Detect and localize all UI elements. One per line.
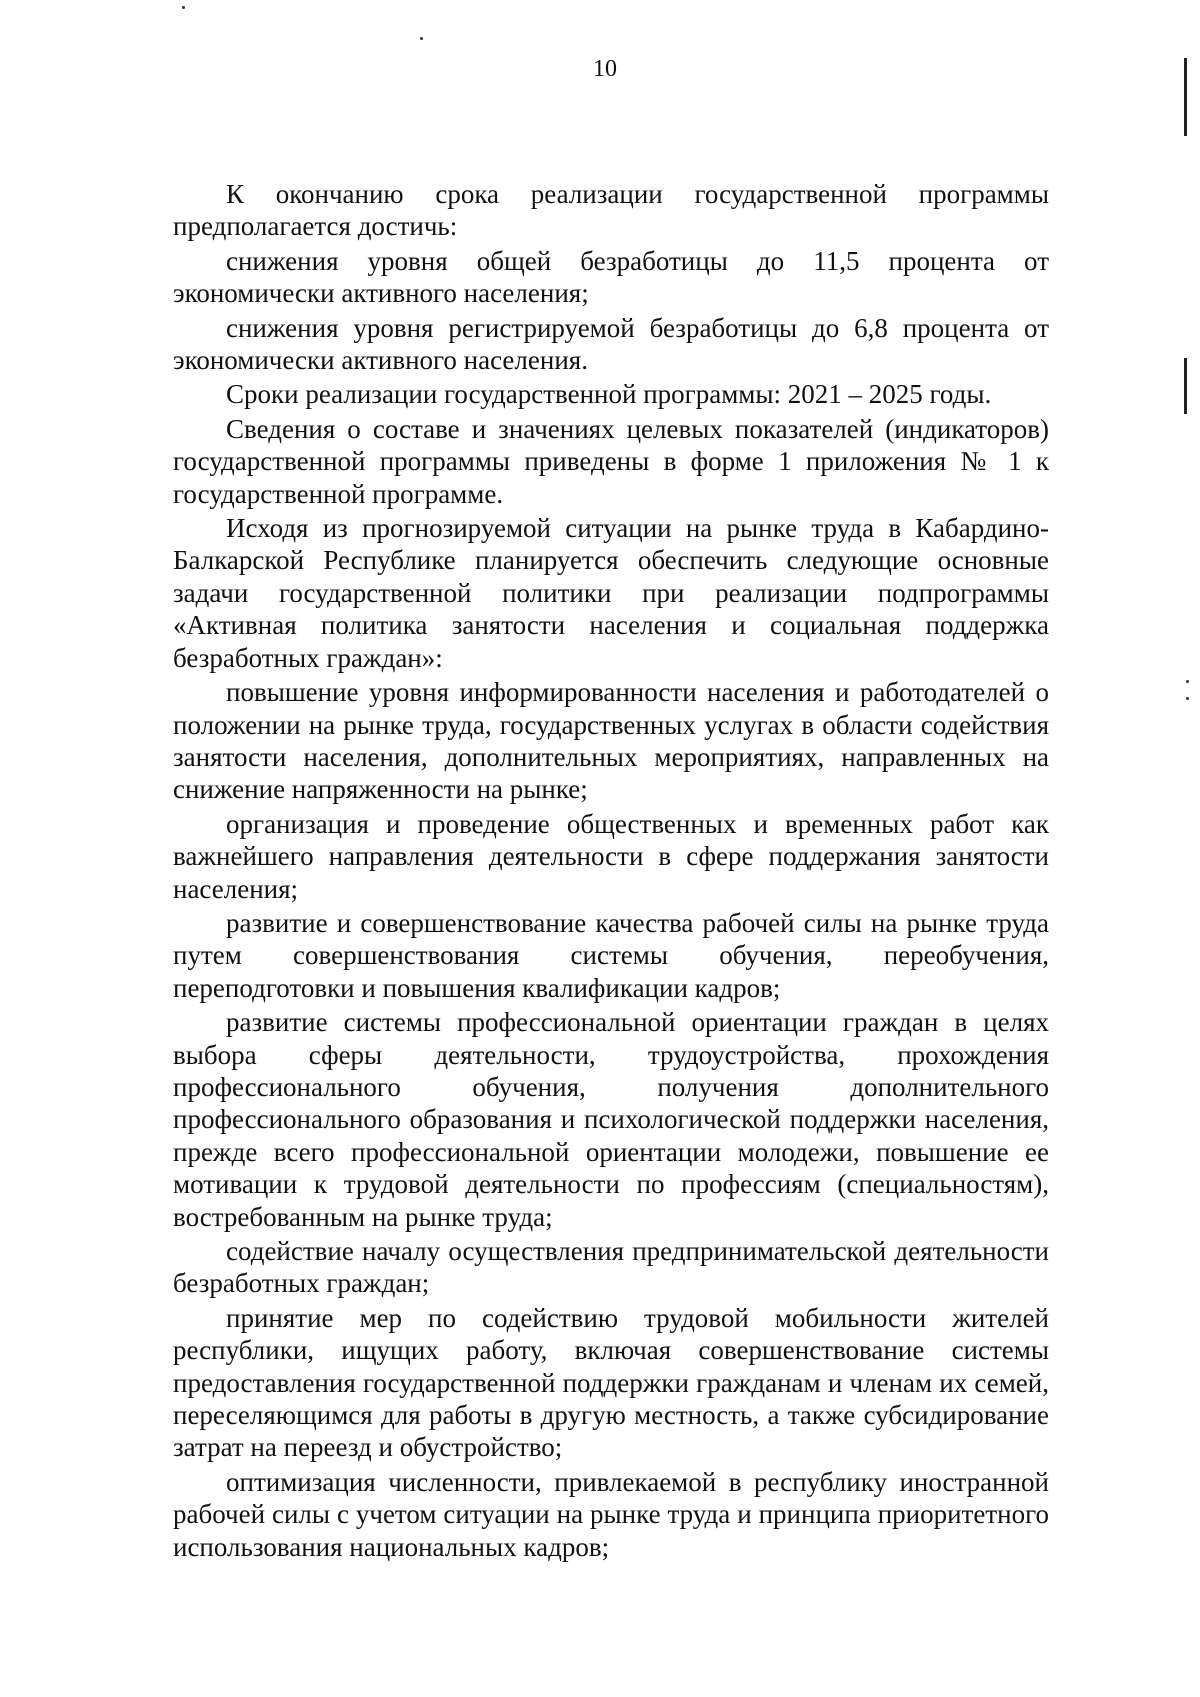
paragraph: Исходя из прогнозируемой ситуации на рынке труда в Кабардино-Балкарской Республике планируется обеспечить следующие основные задачи государственной политики при реализации подпрограммы «Активная политика занятости населения и социальная поддержка безработных граждан»: — [173, 513, 1049, 673]
document-body — [173, 178, 1049, 1565]
paragraph: развитие и совершенствование качества рабочей силы на рынке труда путем совершенствования системы обучения, переобучения, переподготовки и повышения квалификации кадров; — [173, 907, 1049, 1003]
paragraph: содействие началу осуществления предпринимательской деятельности безработных граждан; — [173, 1236, 1049, 1299]
paragraph: оптимизация численности, привлекаемой в республику иностранной рабочей силы с учетом ситуации на рынке труда и принципа приоритетного использования национальных кадров; — [173, 1466, 1049, 1562]
paragraph: Сроки реализации государственной программы: 2021 – 2025 годы. — [226, 379, 992, 410]
scan-dot — [1186, 697, 1189, 700]
scan-dot — [1186, 680, 1189, 683]
paragraph: снижения уровня регистрируемой безработицы до 6,8 процента от экономически активного населения. — [173, 312, 1049, 376]
paragraph: снижения уровня общей безработицы до 11,5 процента от экономически активного населения; — [173, 245, 1049, 309]
scan-dot — [182, 6, 185, 9]
page-number: 10 — [593, 56, 617, 82]
paragraph: развитие системы профессиональной ориентации граждан в целях выбора сферы деятельности, трудоустройства, прохождения профессионального обучения, получения дополнительного профессионального образования и психологической поддержки населения, прежде всего профессиональной ориентации молодежи, повышение ее мотивации к трудовой деятельности по профессиям (специальностям), востребованным на рынке труда; — [173, 1007, 1049, 1232]
scan-edge-mark-middle — [1184, 358, 1187, 414]
paragraph: Сведения о составе и значениях целевых показателей (индикаторов) государственной программы приведены в форме 1 приложения № 1 к государственной программе. — [173, 413, 1049, 509]
paragraph: К окончанию срока реализации государственной программы предполагается достичь: — [173, 179, 1049, 242]
paragraph: принятие мер по содействию трудовой мобильности жителей республики, ищущих работу, включая совершенствование системы предоставления государственной поддержки гражданам и членам их семей, переселяющимся для работы в другую местность, а также субсидирование затрат на переезд и обустройство; — [173, 1302, 1049, 1463]
paragraph: организация и проведение общественных и временных работ как важнейшего направления деятельности в сфере поддержания занятости населения; — [173, 808, 1049, 904]
scan-dot — [420, 37, 423, 40]
paragraph: повышение уровня информированности населения и работодателей о положении на рынке труда, государственных услугах в области содействия занятости населения, дополнительных мероприятиях, направленных на снижение напряженности на рынке; — [173, 677, 1049, 805]
